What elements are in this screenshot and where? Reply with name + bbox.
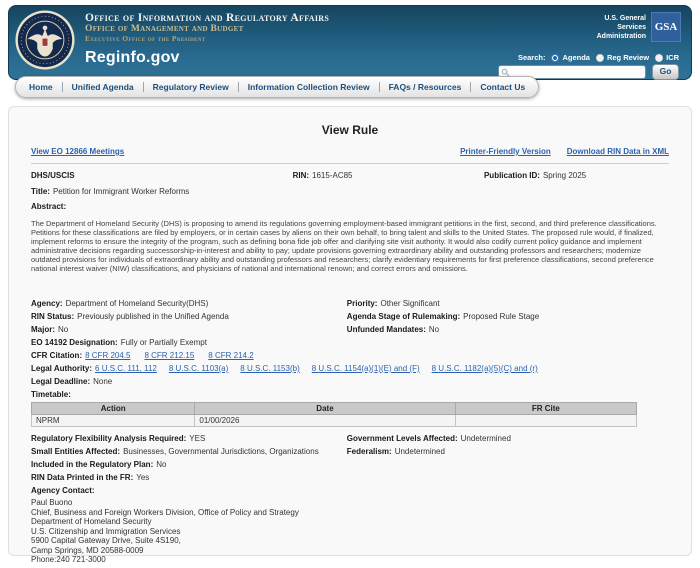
agency-contact-block xyxy=(31,498,669,565)
publication-id-field xyxy=(484,171,669,180)
abstract-label: Abstract: xyxy=(31,202,67,211)
field-eo-14192: EO 14192 Designation: Fully or Partially Exempt xyxy=(31,338,207,347)
legal-authority-link[interactable]: 6 U.S.C. 111, 112 xyxy=(95,364,157,373)
col-action: Action xyxy=(32,403,195,415)
agency-contact-label: Agency Contact: xyxy=(31,486,95,495)
field-regulatory-plan: Included in the Regulatory Plan: No xyxy=(31,460,167,469)
gsa-text-line3: Administration xyxy=(596,32,646,40)
field-reg-flex: Regulatory Flexibility Analysis Required: YES xyxy=(31,434,206,443)
org-name-omb: Office of Management and Budget xyxy=(85,24,244,34)
nav-faqs-resources[interactable]: FAQs / Resources xyxy=(379,82,471,92)
analysis-grid xyxy=(31,434,669,495)
gsa-text-line1: U.S. General xyxy=(604,14,646,22)
table-row xyxy=(32,415,637,427)
contact-phone: Phone:240 721-3000 xyxy=(31,555,106,564)
contact-street: 5900 Capital Gateway Drive, Suite 4S190, xyxy=(31,536,181,545)
action-links-row xyxy=(31,147,669,156)
field-rin-status: RIN Status: Previously published in the Unified Agenda xyxy=(31,312,229,321)
nav-information-collection-review[interactable]: Information Collection Review xyxy=(238,82,379,92)
cfr-citation-link[interactable]: 8 CFR 204.5 xyxy=(85,351,131,360)
contact-name: Paul Buono xyxy=(31,498,73,507)
legal-authority-link[interactable]: 8 U.S.C. 1154(a)(1)(E) and (F) xyxy=(311,364,420,373)
field-legal-authority: Legal Authority: 6 U.S.C. 111, 112 8 U.S.C. 1103(a) 8 U.S.C. 1153(b) 8 U.S.C. 1154(a)(1)(E) and (F) 8 U.S.C. 1182(a)(5)(C) and (r) xyxy=(31,364,538,373)
view-eo-12866-meetings-link[interactable]: View EO 12866 Meetings xyxy=(31,147,125,156)
radio-icon[interactable] xyxy=(596,54,604,62)
field-legal-deadline: Legal Deadline: None xyxy=(31,377,113,386)
gsa-logo xyxy=(597,12,681,42)
gsa-logo-box: GSA xyxy=(651,12,681,42)
radio-icon[interactable] xyxy=(655,54,663,62)
field-cfr-citation: CFR Citation: 8 CFR 204.5 8 CFR 212.15 8 CFR 214.2 xyxy=(31,351,254,360)
cfr-citation-link[interactable]: 8 CFR 214.2 xyxy=(208,351,254,360)
timetable-label: Timetable: xyxy=(31,390,71,399)
abstract-label-row xyxy=(31,202,669,212)
download-rin-xml-link[interactable]: Download RIN Data in XML xyxy=(566,147,669,156)
contact-agency: U.S. Citizenship and Immigration Services xyxy=(31,526,181,536)
timetable-action: NPRM xyxy=(32,415,195,427)
field-agenda-stage: Agenda Stage of Rulemaking: Proposed Rule Stage xyxy=(346,312,540,321)
rule-title-label: Title: xyxy=(31,187,50,196)
legal-authority-link[interactable]: 8 U.S.C. 1103(a) xyxy=(168,364,229,373)
org-name-eop: Executive Office of the President xyxy=(85,34,206,43)
field-unfunded-mandates: Unfunded Mandates: No xyxy=(346,325,440,334)
field-priority: Priority: Other Significant xyxy=(346,299,440,308)
field-agency: Agency: Department of Homeland Security(DHS) xyxy=(31,299,209,308)
main-nav xyxy=(15,76,539,98)
timetable-fr-cite xyxy=(455,415,637,427)
page-title: View Rule xyxy=(321,123,379,137)
col-date: Date xyxy=(195,403,455,415)
printer-friendly-link[interactable]: Printer-Friendly Version xyxy=(460,147,551,156)
rin-value: 1615-AC85 xyxy=(312,171,353,180)
search-scope-reg-review-label: Reg Review xyxy=(606,53,650,62)
nav-unified-agenda[interactable]: Unified Agenda xyxy=(62,82,143,92)
timetable-table xyxy=(31,402,637,427)
org-name-oira: Office of Information and Regulatory Affairs xyxy=(85,12,330,24)
field-major: Major: No xyxy=(31,325,69,334)
field-federalism: Federalism: Undetermined xyxy=(346,447,445,456)
cfr-citation-link[interactable]: 8 CFR 212.15 xyxy=(144,351,195,360)
nav-regulatory-review[interactable]: Regulatory Review xyxy=(143,82,238,92)
eop-seal-icon xyxy=(14,9,76,71)
search-scope-icr[interactable] xyxy=(655,53,679,62)
abstract-text: The Department of Homeland Security (DHS) is proposing to amend its regulations governing employment-based immigrant petitions in the first, second, and third preference classifications. Petitions for these classifications are filed by employers, or in certain cases by aliens on their own behalf, to bring talent and skills to the United States. The proposed rule would, if finalized, implement reforms to ensure the integrity of the program, such as defining bona fide job offer and clarifying site visit authority. It would also codify current policy guidance and implement administrative decisions regarding successorship-in-interest and ability to pay; update provisions governing extraordinary ability and outstanding professors and researchers; modernize outdated provisions for individuals of extraordinary ability and outstanding professors and researchers; clarify evidentiary requirements for first preference classifications, second preference national interest waiver (NIW) classifications, and physicians of national and international renown; and correct errors and omissions. xyxy=(31,219,657,273)
publication-id-value: Spring 2025 xyxy=(542,171,587,180)
col-fr-cite: FR Cite xyxy=(455,403,637,415)
field-gov-levels: Government Levels Affected: Undetermined xyxy=(346,434,511,443)
site-logo-text[interactable]: Reginfo.gov xyxy=(85,49,180,66)
rin-label: RIN: xyxy=(292,171,310,180)
search-scope-agenda[interactable] xyxy=(551,53,590,62)
timetable-date: 01/00/2026 xyxy=(195,415,455,427)
search-label: Search: xyxy=(517,53,546,62)
timetable-header-row xyxy=(32,403,637,415)
org-title-block xyxy=(85,12,329,67)
rule-details-grid xyxy=(31,299,669,399)
rule-title-field xyxy=(31,187,669,197)
rule-id-row xyxy=(31,171,669,180)
rin-field xyxy=(293,171,484,180)
radio-selected-icon[interactable] xyxy=(551,54,559,62)
field-small-entities: Small Entities Affected: Businesses, Governmental Jurisdictions, Organizations xyxy=(31,447,319,456)
search-scope-radios xyxy=(518,53,679,62)
search-scope-agenda-label: Agenda xyxy=(562,53,590,62)
search-scope-reg-review[interactable] xyxy=(596,53,649,62)
nav-contact-us[interactable]: Contact Us xyxy=(470,82,534,92)
site-header xyxy=(8,5,692,80)
gsa-text-line2: Services xyxy=(617,23,646,31)
contact-city: Camp Springs, MD 20588-0009 xyxy=(31,545,144,555)
search-scope-icr-label: ICR xyxy=(666,53,679,62)
view-rule-card xyxy=(8,106,692,564)
agency-code: DHS/USCIS xyxy=(31,171,75,180)
legal-authority-link[interactable]: 8 U.S.C. 1182(a)(5)(C) and (r) xyxy=(431,364,538,373)
agency-contact-label-row xyxy=(31,486,669,495)
divider xyxy=(31,163,669,164)
field-rin-printed: RIN Data Printed in the FR: Yes xyxy=(31,473,150,482)
publication-id-label: Publication ID: xyxy=(483,171,540,180)
nav-home[interactable]: Home xyxy=(29,82,53,92)
contact-title: Chief, Business and Foreign Workers Division, Office of Policy and Strategy xyxy=(31,507,299,517)
gsa-text xyxy=(597,14,646,41)
contact-dept: Department of Homeland Security xyxy=(31,517,152,526)
timetable-label-row xyxy=(31,390,669,399)
rule-title-value: Petition for Immigrant Worker Reforms xyxy=(52,187,190,196)
go-button[interactable]: Go xyxy=(652,64,679,80)
legal-authority-link[interactable]: 8 U.S.C. 1153(b) xyxy=(240,364,300,373)
